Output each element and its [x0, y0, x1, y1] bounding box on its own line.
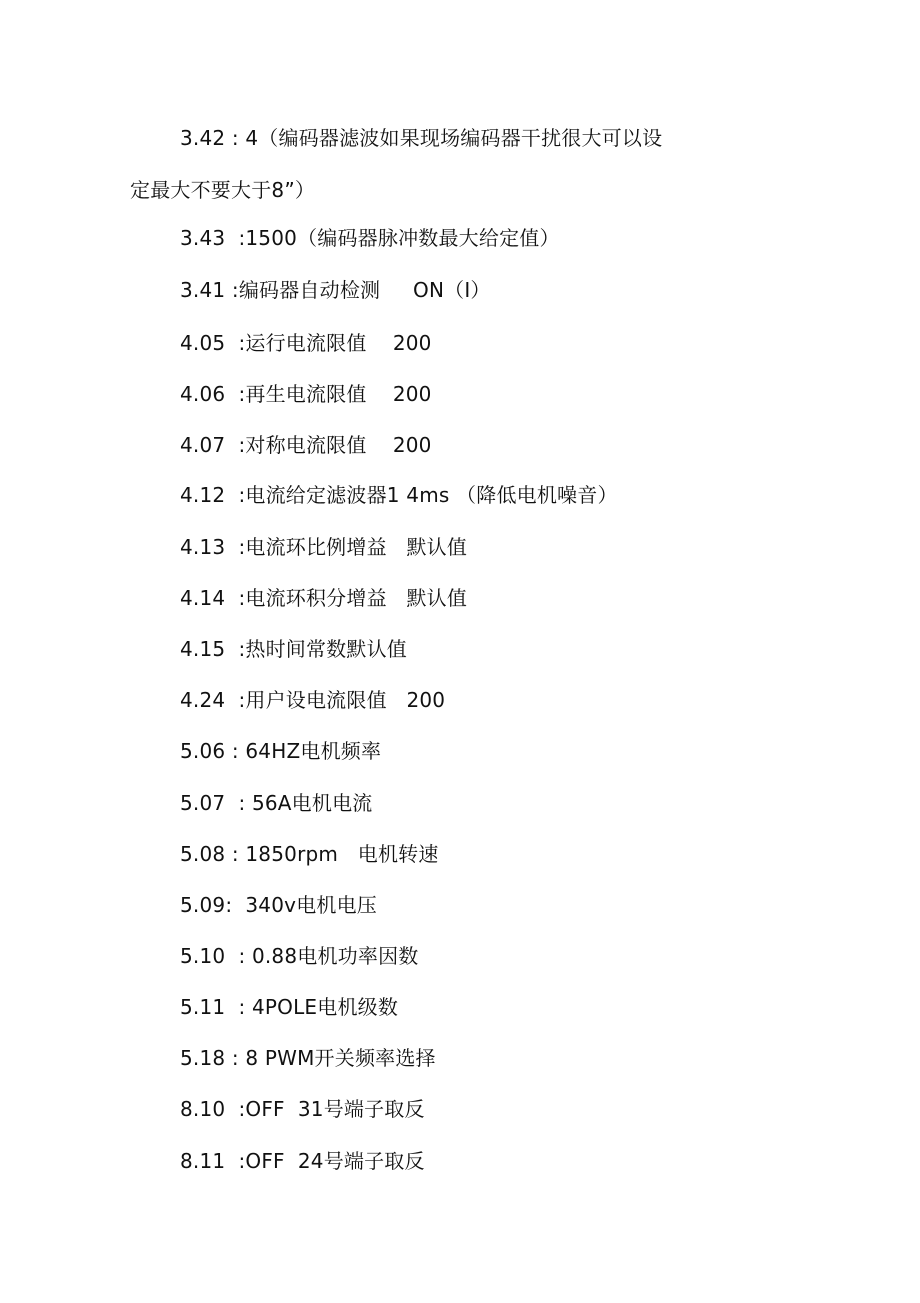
param-line-4-12: 4.12 :电流给定滤波器1 4ms （降低电机噪音） [180, 483, 618, 507]
param-line-3-41: 3.41 :编码器自动检测 ON（I） [180, 278, 491, 302]
param-line-4-24: 4.24 :用户设电流限值 200 [180, 688, 446, 712]
param-line-8-10: 8.10 :OFF 31号端子取反 [180, 1097, 425, 1121]
param-line-4-05: 4.05 :运行电流限值 200 [180, 331, 432, 355]
param-line-4-06: 4.06 :再生电流限值 200 [180, 382, 432, 406]
param-line-4-13: 4.13 :电流环比例增益 默认值 [180, 535, 468, 559]
param-line-5-09: 5.09: 340v电机电压 [180, 893, 377, 917]
param-line-5-11: 5.11 : 4POLE电机级数 [180, 995, 399, 1019]
param-line-8-11: 8.11 :OFF 24号端子取反 [180, 1149, 425, 1173]
param-line-3-42-continued: 定最大不要大于8”） [130, 178, 316, 202]
param-line-5-10: 5.10 : 0.88电机功率因数 [180, 944, 419, 968]
param-line-4-07: 4.07 :对称电流限值 200 [180, 433, 432, 457]
param-line-4-15: 4.15 :热时间常数默认值 [180, 637, 407, 661]
param-line-5-08: 5.08 : 1850rpm 电机转速 [180, 842, 439, 866]
param-line-5-18: 5.18 : 8 PWM开关频率选择 [180, 1046, 436, 1070]
param-line-4-14: 4.14 :电流环积分增益 默认值 [180, 586, 468, 610]
param-line-3-43: 3.43 :1500（编码器脉冲数最大给定值） [180, 226, 560, 250]
param-line-5-07: 5.07 : 56A电机电流 [180, 791, 373, 815]
param-line-5-06: 5.06 : 64HZ电机频率 [180, 739, 382, 763]
param-line-3-42: 3.42 : 4（编码器滤波如果现场编码器干扰很大可以设 [180, 126, 663, 150]
